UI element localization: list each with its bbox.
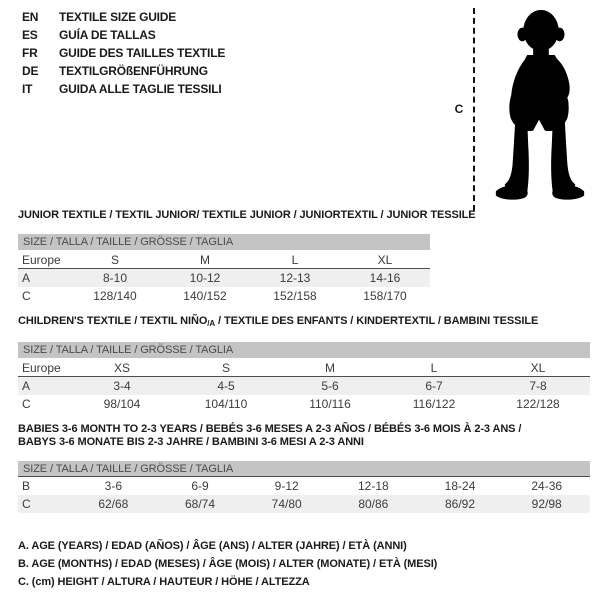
section-title-text: BABYS 3-6 MONATE BIS 2-3 JAHRE / BAMBINI 3-6 MESI A 2-3 ANNI (18, 436, 364, 448)
section-title-line (18, 436, 590, 449)
size-cell: 24-36 (531, 479, 563, 493)
size-cell: 122/128 (516, 397, 560, 411)
size-cell: XL (377, 252, 393, 267)
row-label: A (22, 379, 31, 393)
size-header-bar: SIZE / TALLA / TAILLE / GRÖSSE / TAGLIA (18, 461, 590, 477)
size-cell: 86/92 (445, 497, 476, 511)
size-cell: 158/170 (363, 289, 407, 303)
section-title-line (18, 209, 590, 222)
section-title-text: / TEXTILE DES ENFANTS / KINDERTEXTIL / BAMBINI TESSILE (215, 315, 539, 327)
size-cell: 12-18 (358, 479, 389, 493)
table-row (18, 359, 590, 377)
size-cell: 74/80 (271, 497, 302, 511)
section-title-text: BABIES 3-6 MONTH TO 2-3 YEARS / BEBÉS 3-6 MESES A 2-3 AÑOS / BÉBÉS 3-6 MOIS À 2-3 ANS / (18, 423, 522, 435)
row-label: C (22, 397, 31, 411)
size-header-bar: SIZE / TALLA / TAILLE / GRÖSSE / TAGLIA (18, 342, 590, 358)
size-cell: 12-13 (279, 271, 311, 285)
section-title-text: JUNIOR TEXTILE / TEXTIL JUNIOR/ TEXTILE JUNIOR / JUNIORTEXTIL / JUNIOR TESSILE (18, 209, 476, 221)
section-title (18, 315, 590, 330)
section-title (18, 423, 590, 449)
size-cell: 3-6 (104, 479, 122, 493)
row-label: Europe (22, 360, 61, 375)
size-cell: 128/140 (93, 289, 137, 303)
table-row (18, 287, 430, 305)
size-cell: M (200, 252, 210, 267)
footnote: A. AGE (YEARS) / EDAD (AÑOS) / ÂGE (ANS) / ALTER (JAHRE) / ETÀ (ANNI) (18, 540, 407, 552)
table-row (18, 395, 590, 413)
size-cell: L (430, 360, 438, 375)
language-row (22, 62, 225, 80)
language-title: GUÍA DE TALLAS (59, 28, 156, 42)
size-cell: 18-24 (444, 479, 476, 493)
size-cell: 104/110 (204, 397, 248, 411)
row-label: Europe (22, 252, 61, 267)
size-cell: 5-6 (321, 379, 339, 393)
language-row (22, 26, 225, 44)
sections (18, 209, 590, 591)
size-header-bar: SIZE / TALLA / TAILLE / GRÖSSE / TAGLIA (18, 234, 430, 250)
size-table (18, 234, 430, 305)
language-code: IT (22, 82, 33, 96)
size-cell: 92/98 (531, 497, 562, 511)
section-title (18, 209, 590, 222)
table-row (18, 477, 590, 495)
language-title: TEXTILE SIZE GUIDE (59, 10, 177, 24)
size-cell: XS (113, 360, 130, 375)
language-row (22, 80, 225, 98)
language-title: GUIDA ALLE TAGLIE TESSILI (59, 82, 222, 96)
baby-silhouette (484, 6, 596, 212)
size-table-section (18, 423, 590, 513)
row-label: C (22, 289, 31, 303)
size-cell: 152/158 (273, 289, 317, 303)
row-label: B (22, 479, 31, 493)
size-cell: 4-5 (217, 379, 235, 393)
size-cell: 80/86 (358, 497, 389, 511)
size-cell: 10-12 (189, 271, 221, 285)
size-table (18, 342, 590, 413)
size-cell: 14-16 (369, 271, 401, 285)
size-table-section (18, 315, 590, 413)
size-cell: 110/116 (309, 397, 351, 411)
size-cell: M (325, 360, 335, 375)
section-title-line (18, 423, 590, 436)
size-cell: 6-7 (425, 379, 443, 393)
size-table (18, 461, 590, 513)
language-title: TEXTILGRÖßENFÜHRUNG (59, 64, 208, 78)
size-cell: 68/74 (184, 497, 216, 511)
section-title-text: CHILDREN'S TEXTILE / TEXTIL NIÑO (18, 315, 208, 327)
table-row (18, 269, 430, 287)
size-cell: 116/122 (412, 397, 456, 411)
size-cell: 62/68 (98, 497, 129, 511)
section-title-text: /A (207, 319, 216, 328)
table-row (18, 251, 430, 269)
size-cell: 3-4 (113, 379, 131, 393)
size-cell: L (291, 252, 299, 267)
language-code: FR (22, 46, 38, 60)
size-cell: S (110, 252, 119, 267)
table-row (18, 377, 590, 395)
footnote: C. (cm) HEIGHT / ALTURA / HAUTEUR / HÖHE / ALTEZZA (18, 576, 310, 588)
footnotes (18, 537, 590, 591)
size-cell: 98/104 (103, 397, 141, 411)
language-list (22, 8, 225, 98)
language-code: EN (22, 10, 39, 24)
language-code: ES (22, 28, 38, 42)
size-cell: 6-9 (191, 479, 209, 493)
size-guide-figure (450, 4, 598, 216)
language-row (22, 44, 225, 62)
size-cell: S (221, 360, 230, 375)
size-cell: XL (530, 360, 546, 375)
size-cell: 9-12 (274, 479, 299, 493)
section-title-line (18, 315, 590, 330)
language-row (22, 8, 225, 26)
row-label: A (22, 271, 31, 285)
language-title: GUIDE DES TAILLES TEXTILE (59, 46, 226, 60)
footnote: B. AGE (MONTHS) / EDAD (MESES) / ÂGE (MOIS) / ALTER (MONATE) / ETÀ (MESI) (18, 558, 438, 570)
size-cell: 7-8 (529, 379, 547, 393)
size-table-section (18, 209, 590, 305)
language-code: DE (22, 64, 39, 78)
size-cell: 8-10 (102, 271, 128, 285)
height-label: C (454, 102, 464, 116)
table-row (18, 495, 590, 513)
size-cell: 140/152 (183, 289, 227, 303)
height-measure-line (473, 8, 475, 211)
row-label: C (22, 497, 31, 511)
